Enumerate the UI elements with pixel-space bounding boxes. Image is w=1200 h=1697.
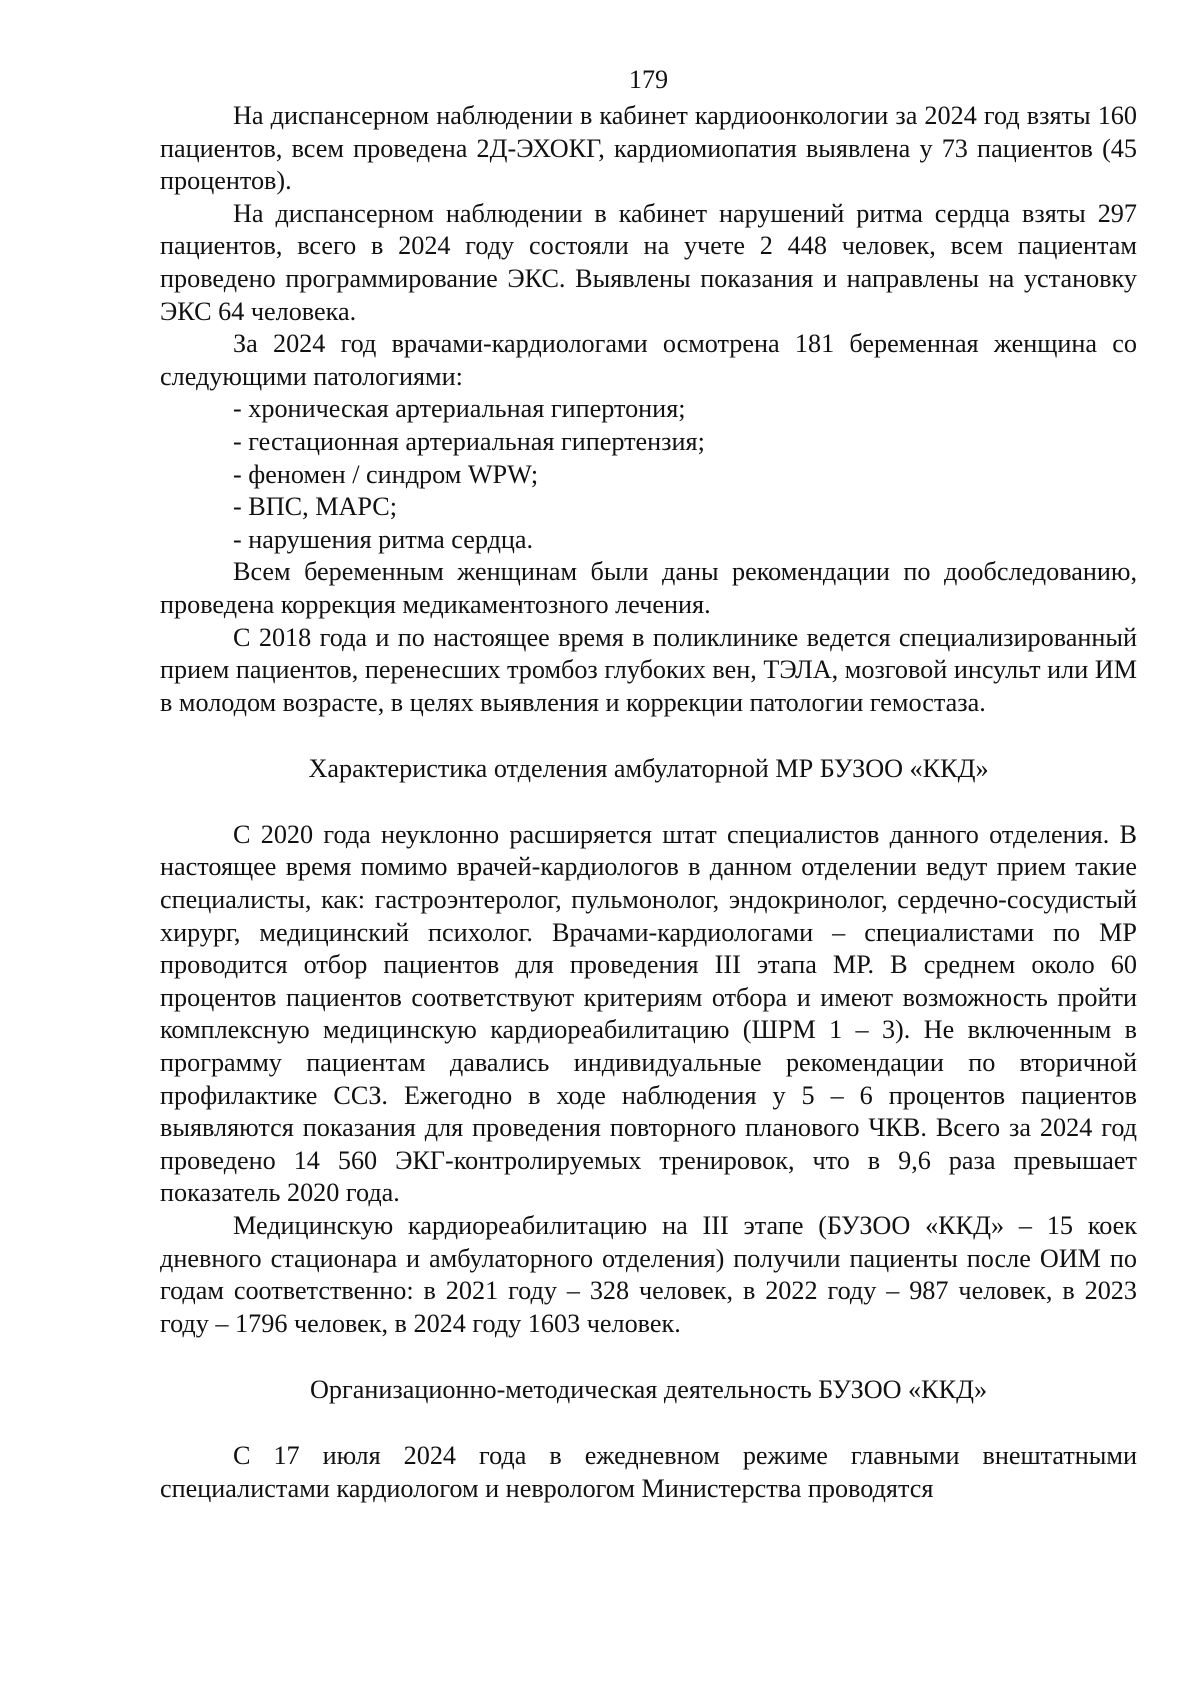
- paragraph-daily-consultations: С 17 июля 2024 года в ежедневном режиме главными внештатными специалистами кардиологом и неврологом Министерства проводятся: [160, 1440, 1137, 1503]
- paragraph-rehabilitation-stats: Медицинскую кардиореабилитацию на III этапе (БУЗОО «ККД» – 15 коек дневного стационара и амбулаторного отделения) получили пациенты после ОИМ по годам соответственно: в 2021 году – 328 человек, в 2022 году – 987 человек, в 2023 году – 1796 человек, в 2024 году 1603 человек.: [160, 1211, 1137, 1338]
- paragraph-recommendations: Всем беременным женщинам были даны рекомендации по дообследованию, проведена коррекция медикаментозного лечения.: [160, 557, 1137, 619]
- section-heading-methodical: Организационно-методическая деятельность БУЗОО «ККД»: [309, 1375, 988, 1405]
- page-number: 179: [628, 65, 669, 94]
- list-item: - гестационная артериальная гипертензия;: [233, 426, 705, 456]
- paragraph-arrhythmia-cabinet: На диспансерном наблюдении в кабинет нарушений ритма сердца взяты 297 пациентов, всего в 2024 году состояли на учете 2 448 человек, всем пациентам проведено программирование ЭКС. Выявлены показания и направлены на установку ЭКС 64 человека.: [160, 198, 1137, 326]
- list-item: - нарушения ритма сердца.: [233, 524, 534, 554]
- list-item: - хроническая артериальная гипертония;: [233, 394, 686, 424]
- list-item: - ВПС, МАРС;: [233, 492, 398, 522]
- paragraph-specialists: С 2020 года неуклонно расширяется штат специалистов данного отделения. В настоящее время помимо врачей-кардиологов в данном отделении ведут прием такие специалисты, как: гастроэнтеролог, пульмонолог, эндокринолог, сердечно-сосудистый хирург, медицинский психолог. Врачами-кардиологами – специалистами по МР проводится отбор пациентов для проведения III этапа МР. В среднем около 60 процентов пациентов соответствуют критериям отбора и имеют возможность пройти комплексную медицинскую кардиореабилитацию (ШРМ 1 – 3). Не включенным в программу пациентам давались индивидуальные рекомендации по вторичной профилактике ССЗ. Ежегодно в ходе наблюдения у 5 – 6 процентов пациентов выявляются показания для проведения повторного планового ЧКВ. Всего за 2024 год проведено 14 560 ЭКГ-контролируемых тренировок, что в 9,6 раза превышает показатель 2020 года.: [160, 819, 1137, 1208]
- pathologies-list: [160, 393, 1137, 556]
- section-heading-rehabilitation: Характеристика отделения амбулаторной МР БУЗОО «ККД»: [308, 754, 989, 784]
- list-item: - феномен / синдром WPW;: [233, 459, 539, 489]
- paragraph-hemostasis: С 2018 года и по настоящее время в поликлинике ведется специализированный прием пациентов, перенесших тромбоз глубоких вен, ТЭЛА, мозговой инсульт или ИМ в молодом возрасте, в целях выявления и коррекции патологии гемостаза.: [160, 622, 1137, 717]
- paragraph-cardio-oncology: На диспансерном наблюдении в кабинет кардиоонкологии за 2024 год взяты 160 пациентов, всем проведена 2Д-ЭХОКГ, кардиомиопатия выявлена у 73 пациентов (45 процентов).: [160, 101, 1137, 196]
- paragraph-pregnant-women: За 2024 год врачами-кардиологами осмотрена 181 беременная женщина со следующими патологиями:: [160, 329, 1137, 391]
- document-page: [160, 64, 1137, 1505]
